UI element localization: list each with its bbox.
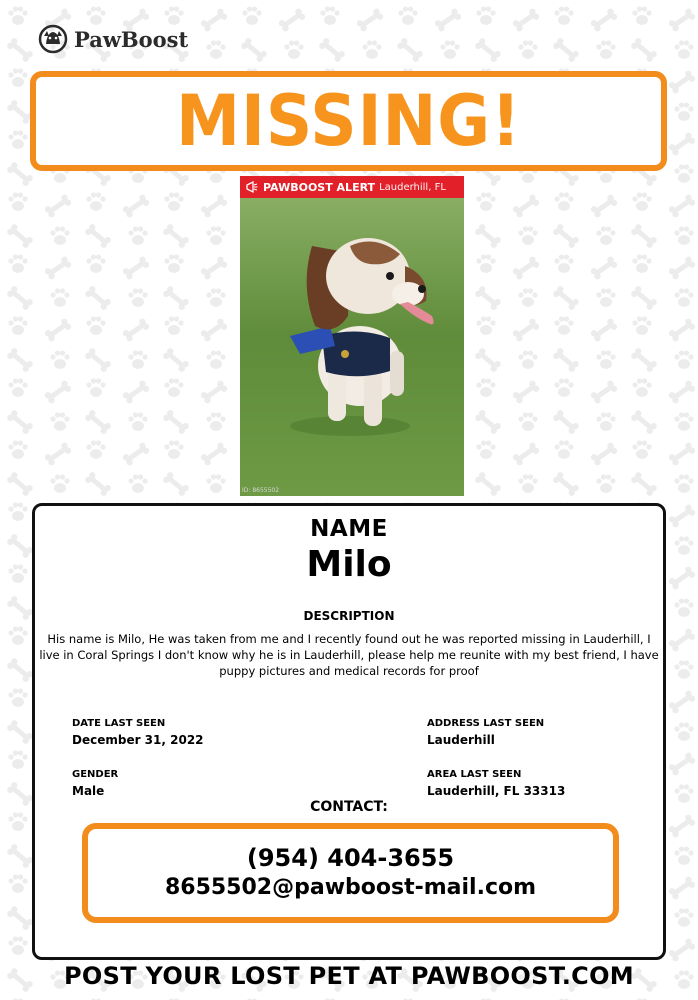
area-value: Lauderhill, FL 33313 xyxy=(427,784,566,798)
missing-headline: MISSING! xyxy=(175,80,522,162)
dog-cat-logo-icon xyxy=(38,24,68,54)
address-label: ADDRESS LAST SEEN xyxy=(427,718,545,729)
area-label: AREA LAST SEEN xyxy=(427,769,522,780)
area-last-seen xyxy=(427,769,565,798)
address-last-seen xyxy=(427,718,544,747)
gender-value: Male xyxy=(72,784,105,798)
gender-label: GENDER xyxy=(72,769,119,780)
pet-name: Milo xyxy=(306,544,392,585)
date-last-seen xyxy=(72,718,204,747)
logo-text: PawBoost xyxy=(74,26,189,52)
contact-label: CONTACT: xyxy=(310,799,388,815)
alert-location: Lauderhill, FL xyxy=(379,181,446,193)
megaphone-icon xyxy=(245,180,259,194)
description-text: His name is Milo, He was taken from me and I recently found out he was reported missing in Lauderhill, I live in Coral Springs I don't know why he is in Lauderhill, please help me reunite with my best friend, I have puppy pictures and medical records for proof xyxy=(39,632,659,678)
gender xyxy=(72,769,118,798)
pawboost-logo[interactable] xyxy=(38,22,188,56)
pet-info-card xyxy=(32,503,666,960)
pet-photo xyxy=(240,176,464,496)
name-label: NAME xyxy=(310,516,388,542)
contact-phone[interactable]: (954) 404-3655 xyxy=(246,844,455,872)
contact-box xyxy=(82,823,619,923)
contact-email[interactable]: 8655502@pawboost-mail.com xyxy=(164,875,537,900)
missing-banner xyxy=(30,71,667,171)
date-label: DATE LAST SEEN xyxy=(72,718,166,729)
alert-label: PAWBOOST ALERT xyxy=(263,180,376,194)
description-label: DESCRIPTION xyxy=(303,609,395,623)
footer-cta[interactable]: POST YOUR LOST PET AT PAWBOOST.COM xyxy=(64,962,634,990)
date-value: December 31, 2022 xyxy=(72,733,204,747)
dog-illustration xyxy=(240,176,464,496)
photo-id: ID: 8655502 xyxy=(242,487,280,494)
pawboost-alert-bar xyxy=(240,176,464,198)
address-value: Lauderhill xyxy=(427,733,495,747)
